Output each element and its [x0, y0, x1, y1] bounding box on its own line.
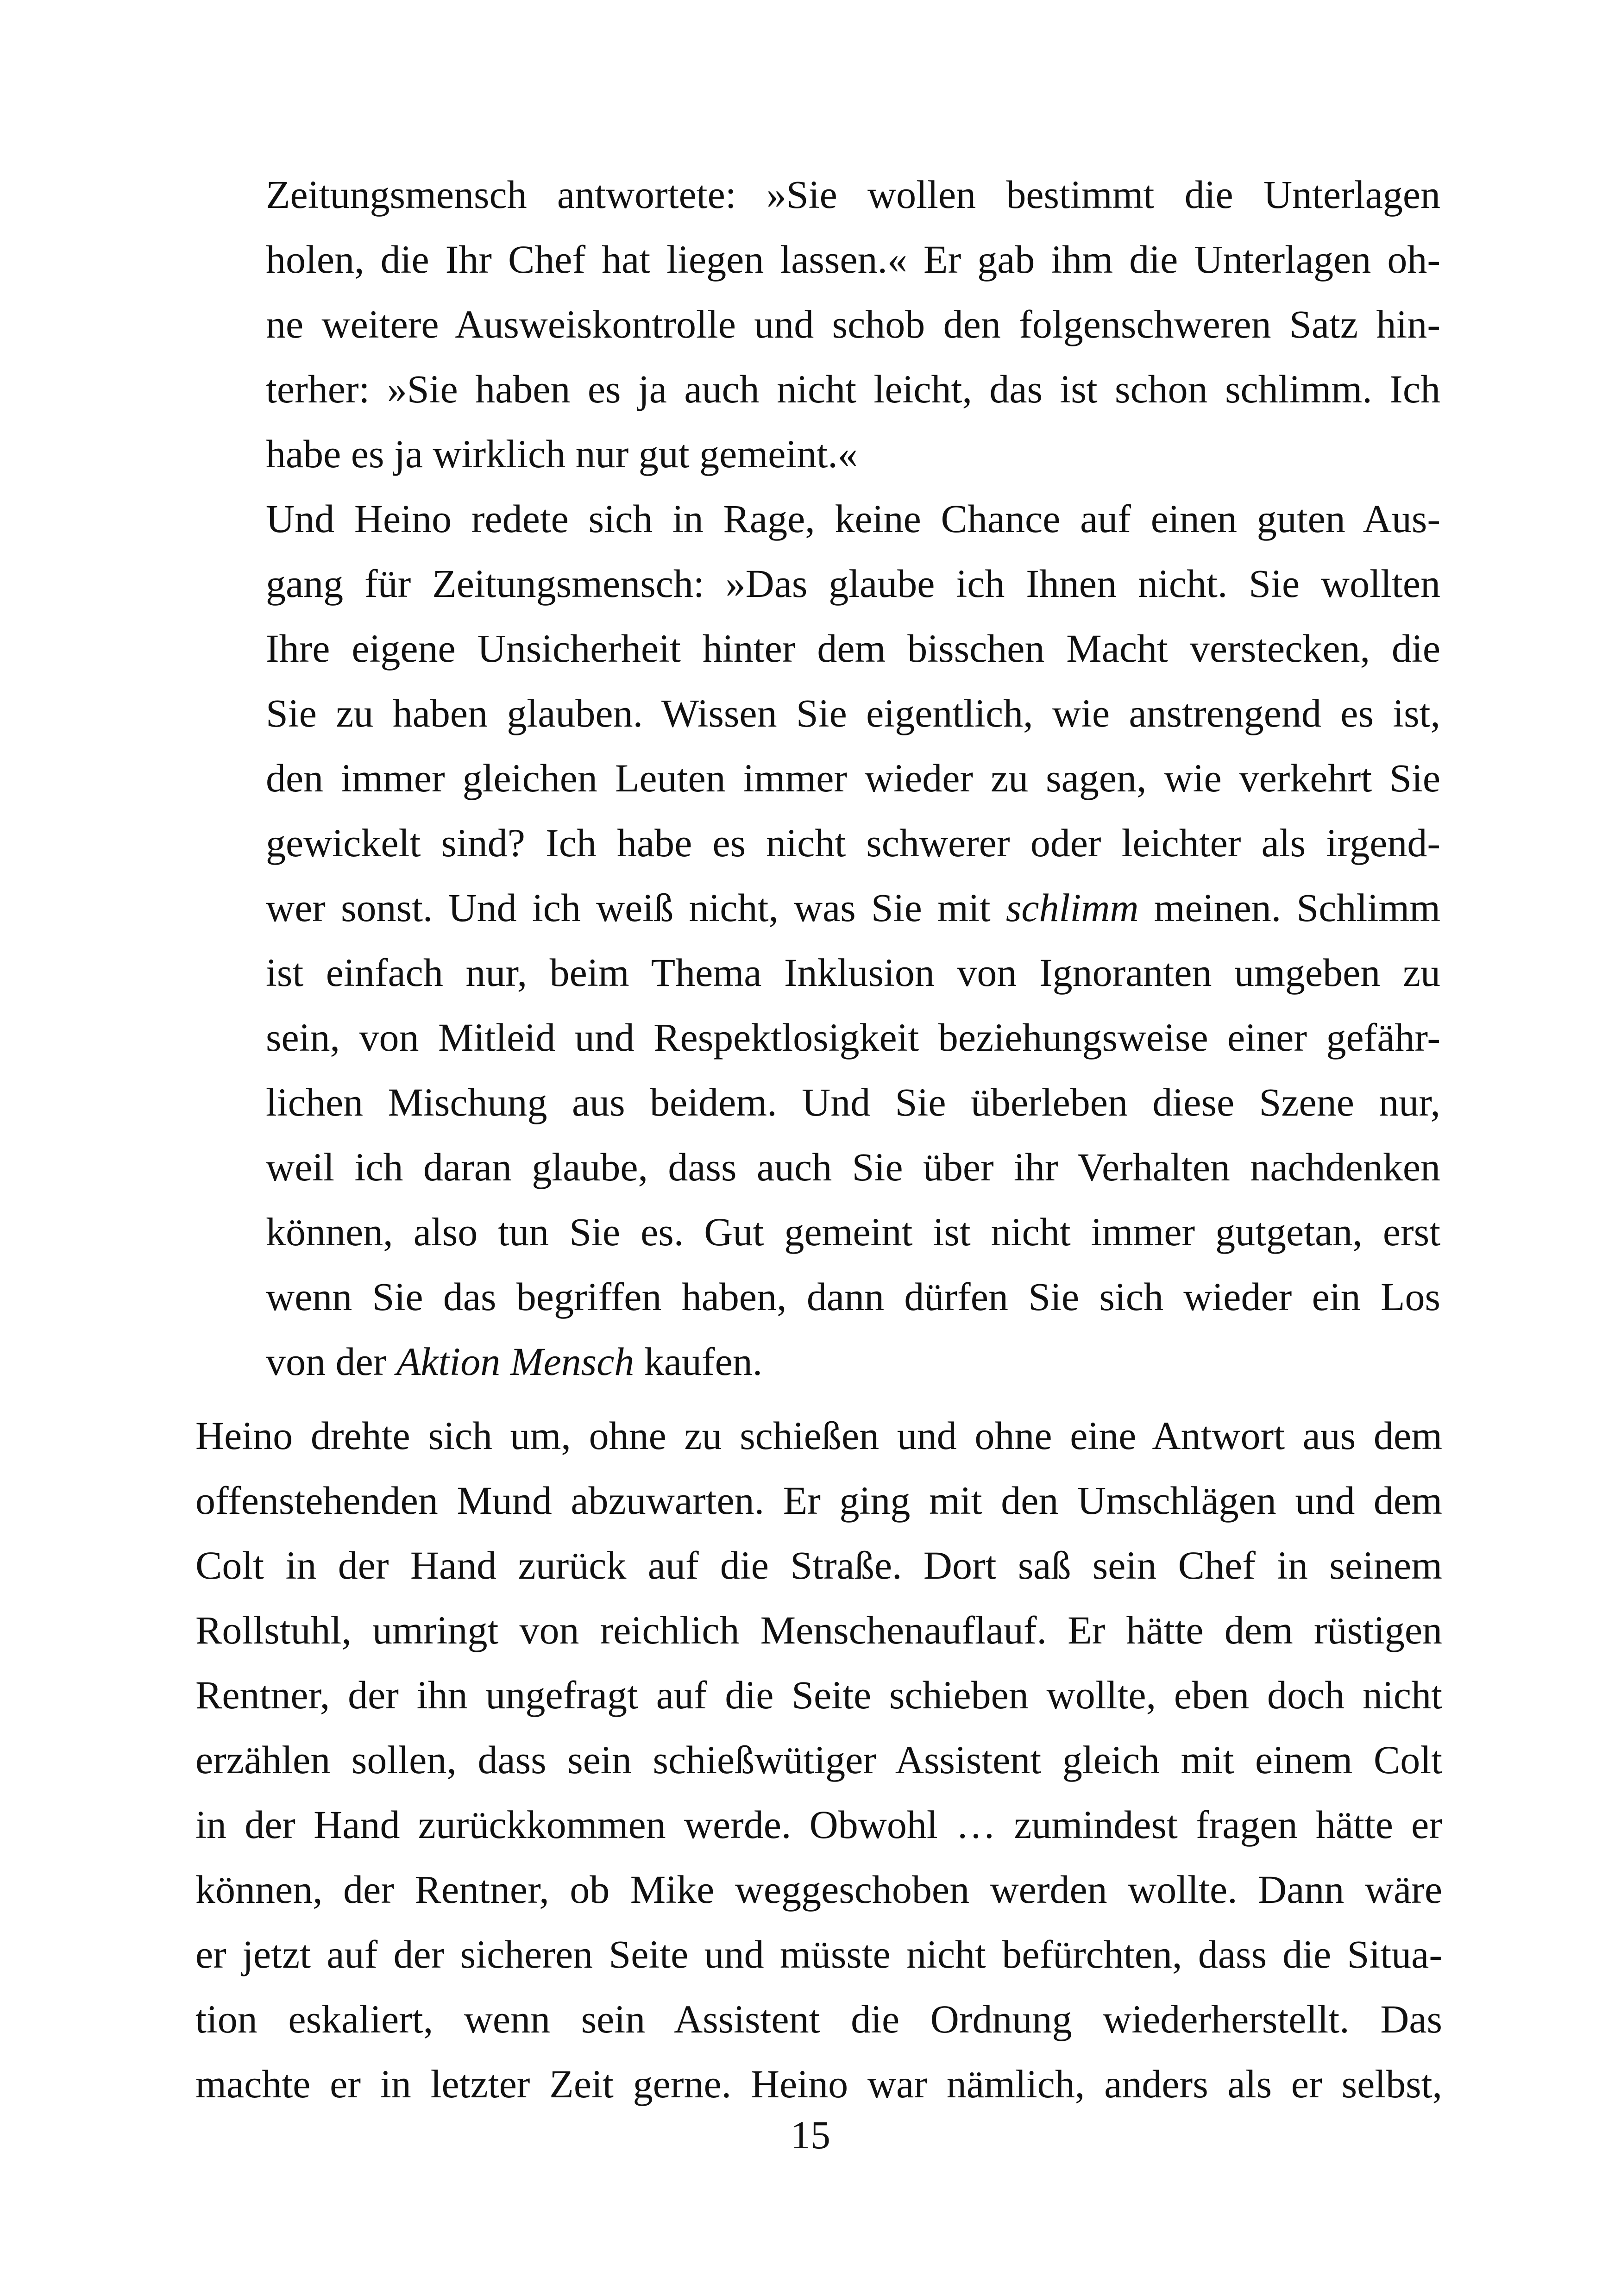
text-line: können, der Rentner, ob Mike weggeschoben werden wollte. Dann wäre: [195, 1867, 1442, 1912]
text-line: erzählen sollen, dass sein schießwütiger Assistent gleich mit einem Colt: [195, 1738, 1442, 1782]
text-line: Ihre eigene Unsicherheit hinter dem bisschen Macht verstecken, die: [266, 626, 1440, 671]
text-line: Heino drehte sich um, ohne zu schießen und ohne eine Antwort aus dem: [195, 1413, 1442, 1458]
text-line: gewickelt sind? Ich habe es nicht schwerer oder leichter als irgend-: [266, 821, 1440, 865]
text-run: von der: [266, 1339, 396, 1384]
text-line: Colt in der Hand zurück auf die Straße. Dort saß sein Chef in seinem: [195, 1543, 1442, 1587]
text-line: offenstehenden Mund abzuwarten. Er ging mit den Umschlägen und dem: [195, 1478, 1442, 1523]
text-line: ist einfach nur, beim Thema Inklusion von Ignoranten umgeben zu: [266, 950, 1440, 995]
text-line: [266, 875, 1440, 940]
text-line: in der Hand zurückkommen werde. Obwohl … zumindest fragen hätte er: [195, 1802, 1442, 1847]
italic-text: schlimm: [1005, 885, 1139, 930]
text-line: tion eskaliert, wenn sein Assistent die Ordnung wiederherstellt. Das: [195, 1997, 1442, 2041]
text-run: kaufen.: [634, 1339, 763, 1384]
text-line: Sie zu haben glauben. Wissen Sie eigentlich, wie anstrengend es ist,: [266, 691, 1440, 735]
italic-text: Aktion Mensch: [396, 1339, 635, 1384]
text-line: sein, von Mitleid und Respektlosigkeit beziehungsweise einer gefähr-: [266, 1015, 1440, 1060]
text-line: gang für Zeitungsmensch: »Das glaube ich Ihnen nicht. Sie wollten: [266, 561, 1440, 606]
text-line: Rollstuhl, umringt von reichlich Menschenauflauf. Er hätte dem rüstigen: [195, 1608, 1442, 1652]
text-line: ne weitere Ausweiskontrolle und schob den folgenschweren Satz hin-: [266, 302, 1440, 346]
text-run: wer sonst. Und ich weiß nicht, was Sie mit: [266, 885, 1006, 930]
text-line: können, also tun Sie es. Gut gemeint ist nicht immer gutgetan, erst: [266, 1210, 1440, 1254]
text-line: Rentner, der ihn ungefragt auf die Seite schieben wollte, eben doch nicht: [195, 1673, 1442, 1717]
text-line: holen, die Ihr Chef hat liegen lassen.« Er gab ihm die Unterlagen oh-: [266, 237, 1440, 282]
text-line: terher: »Sie haben es ja auch nicht leicht, das ist schon schlimm. Ich: [266, 367, 1440, 411]
text-line: Zeitungsmensch antwortete: »Sie wollen bestimmt die Unterlagen: [266, 172, 1440, 217]
text-line: machte er in letzter Zeit gerne. Heino war nämlich, anders als er selbst,: [195, 2062, 1442, 2106]
page-number: 15: [791, 2113, 830, 2157]
text-line: lichen Mischung aus beidem. Und Sie überleben diese Szene nur,: [266, 1080, 1440, 1124]
text-line: den immer gleichen Leuten immer wieder zu sagen, wie verkehrt Sie: [266, 756, 1440, 800]
text-line: [266, 1329, 1440, 1394]
text-line: Und Heino redete sich in Rage, keine Chance auf einen guten Aus-: [266, 496, 1440, 541]
text-run: meinen. Schlimm: [1138, 885, 1440, 930]
text-line: habe es ja wirklich nur gut gemeint.«: [266, 432, 858, 476]
text-line: wenn Sie das begriffen haben, dann dürfen Sie sich wieder ein Los: [266, 1274, 1440, 1319]
text-line: er jetzt auf der sicheren Seite und müsste nicht befürchten, dass die Situa-: [195, 1932, 1442, 1976]
text-line: weil ich daran glaube, dass auch Sie über ihr Verhalten nachdenken: [266, 1145, 1440, 1189]
